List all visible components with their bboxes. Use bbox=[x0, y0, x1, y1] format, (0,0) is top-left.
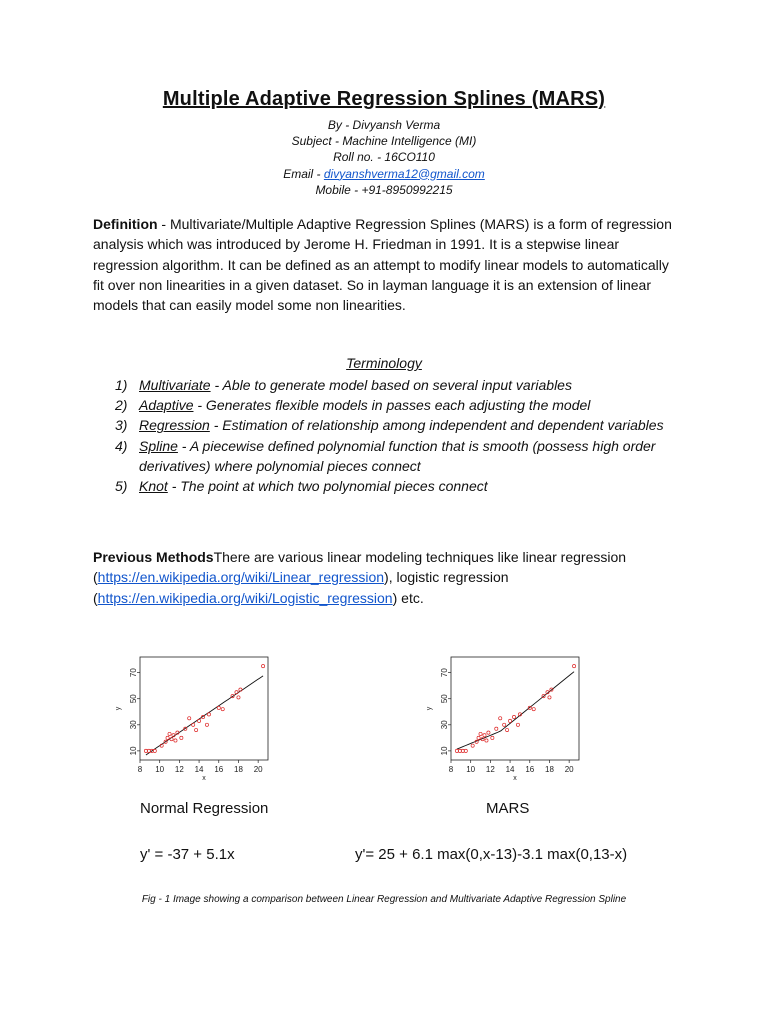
data-point bbox=[221, 708, 224, 711]
normal-regression-chart bbox=[112, 652, 272, 792]
x-tick-label: 8 bbox=[137, 765, 143, 774]
item-number: 2) bbox=[115, 397, 128, 414]
author-line: By - Divyansh Verma bbox=[327, 118, 441, 132]
y-tick-label: 10 bbox=[440, 746, 450, 756]
data-point bbox=[166, 736, 169, 739]
x-tick-label: 14 bbox=[194, 765, 204, 774]
y-axis-label: y bbox=[426, 706, 433, 711]
data-point bbox=[205, 723, 208, 726]
subject-line: Subject - Machine Intelligence (MI) bbox=[291, 134, 477, 149]
term-word: Knot bbox=[139, 478, 168, 495]
normal-regression-title: Normal Regression bbox=[140, 800, 269, 817]
linear-regression-link[interactable]: https://en.wikipedia.org/wiki/Linear_regression bbox=[97, 569, 385, 586]
list-item bbox=[115, 436, 695, 476]
figure-caption: Fig - 1 Image showing a comparison between Linear Regression and Multivariate Adaptive Regression Spline bbox=[141, 894, 627, 905]
data-point bbox=[479, 732, 482, 735]
data-point bbox=[192, 723, 195, 726]
data-point bbox=[168, 732, 171, 735]
email-label: Email - bbox=[283, 166, 324, 181]
data-point bbox=[471, 744, 474, 747]
data-point bbox=[499, 717, 502, 720]
fit-line bbox=[457, 672, 574, 749]
y-tick-label: 70 bbox=[129, 668, 139, 678]
x-tick-label: 16 bbox=[214, 765, 224, 774]
data-point bbox=[207, 713, 210, 716]
term-word: Multivariate bbox=[139, 377, 211, 393]
data-point bbox=[483, 734, 486, 737]
data-point bbox=[506, 728, 509, 731]
data-point bbox=[491, 736, 494, 739]
mars-equation: y'= 25 + 6.1 max(0,x-13)-3.1 max(0,13-x) bbox=[355, 846, 628, 863]
term-word: Spline bbox=[139, 437, 178, 454]
author-info bbox=[0, 117, 768, 198]
plot-frame bbox=[451, 657, 579, 760]
y-tick-label: 70 bbox=[440, 668, 450, 678]
data-point bbox=[495, 727, 498, 730]
previous-text-2: ), logistic regression ( bbox=[93, 569, 509, 606]
term-word: Adaptive bbox=[139, 397, 194, 414]
previous-text-3: ) etc. bbox=[392, 589, 424, 606]
definition-text: - Multivariate/Multiple Adaptive Regression Splines (MARS) is a form of regression analysis which was introduced by Jerome H. Friedman in 1991. It is a stepwise linear regression algorithm. It can be defined as an attempt to modify linear models to automatically fit over non linearities in a given dataset. So in layman language it is an extension of linear models that can easily model some non linearities. bbox=[93, 216, 672, 314]
term-desc: - Generates flexible models in passes each adjusting the model bbox=[193, 397, 591, 414]
x-tick-label: 16 bbox=[525, 765, 535, 774]
term-desc: - A piecewise defined polynomial function that is smooth (possess high order derivatives) where polynomial pieces connect bbox=[139, 437, 656, 474]
data-point bbox=[180, 736, 183, 739]
terminology-heading: Terminology bbox=[346, 355, 422, 371]
document-title: Multiple Adaptive Regression Splines (MARS) bbox=[162, 88, 606, 110]
previous-text-1: There are various linear modeling techniques like linear regression ( bbox=[93, 549, 627, 586]
y-tick-label: 30 bbox=[129, 720, 139, 730]
previous-methods-label: Previous Methods bbox=[93, 549, 214, 565]
list-item bbox=[115, 476, 695, 496]
data-point bbox=[487, 731, 490, 734]
data-point bbox=[508, 719, 511, 722]
definition-label: Definition bbox=[93, 216, 158, 232]
x-tick-label: 12 bbox=[174, 765, 184, 774]
data-point bbox=[195, 728, 198, 731]
roll-line: Roll no. - 16CO110 bbox=[333, 150, 435, 165]
list-item bbox=[115, 375, 695, 395]
normal-regression-equation: y' = -37 + 5.1x bbox=[140, 846, 235, 863]
data-point bbox=[188, 717, 191, 720]
terminology-list bbox=[115, 375, 695, 496]
mars-title: MARS bbox=[486, 800, 530, 817]
y-tick-label: 10 bbox=[129, 746, 139, 756]
logistic-regression-link[interactable]: https://en.wikipedia.org/wiki/Logistic_regression bbox=[97, 589, 393, 606]
x-tick-label: 10 bbox=[155, 765, 165, 774]
data-point bbox=[512, 715, 515, 718]
fit-line bbox=[146, 676, 263, 755]
data-point bbox=[197, 719, 200, 722]
data-point bbox=[477, 736, 480, 739]
data-point bbox=[548, 696, 551, 699]
x-tick-label: 20 bbox=[253, 765, 263, 774]
x-axis-label: x bbox=[202, 775, 206, 782]
x-tick-label: 18 bbox=[234, 765, 243, 774]
plot-frame bbox=[140, 657, 268, 760]
term-desc: - Estimation of relationship among independent and dependent variables bbox=[209, 417, 664, 434]
data-point bbox=[174, 739, 177, 742]
email-link[interactable]: divyanshverma12@gmail.com bbox=[323, 166, 485, 181]
x-tick-label: 10 bbox=[466, 765, 476, 774]
data-point bbox=[485, 739, 488, 742]
item-number: 5) bbox=[115, 478, 128, 495]
definition-paragraph bbox=[93, 214, 681, 315]
y-tick-label: 50 bbox=[440, 694, 450, 704]
item-number: 3) bbox=[115, 417, 128, 434]
data-point bbox=[503, 723, 506, 726]
data-point bbox=[572, 665, 575, 668]
x-tick-label: 8 bbox=[448, 765, 454, 774]
email-line bbox=[0, 166, 768, 182]
x-tick-label: 20 bbox=[564, 765, 574, 774]
x-tick-label: 12 bbox=[485, 765, 495, 774]
term-desc: - The point at which two polynomial pieces connect bbox=[167, 478, 488, 495]
mars-chart bbox=[423, 652, 583, 792]
term-desc: - Able to generate model based on several input variables bbox=[210, 377, 572, 393]
x-tick-label: 18 bbox=[545, 765, 554, 774]
y-tick-label: 30 bbox=[440, 720, 450, 730]
item-number: 4) bbox=[115, 437, 128, 454]
y-tick-label: 50 bbox=[129, 694, 139, 704]
data-point bbox=[261, 665, 264, 668]
y-axis-label: y bbox=[115, 706, 122, 711]
data-point bbox=[217, 706, 220, 709]
x-tick-label: 14 bbox=[505, 765, 515, 774]
previous-methods-paragraph bbox=[93, 547, 681, 608]
list-item bbox=[115, 395, 695, 415]
data-point bbox=[532, 708, 535, 711]
term-word: Regression bbox=[139, 417, 210, 434]
x-axis-label: x bbox=[513, 775, 517, 782]
data-point bbox=[516, 723, 519, 726]
mobile-line: Mobile - +91-8950992215 bbox=[315, 182, 453, 197]
list-item bbox=[115, 415, 695, 435]
item-number: 1) bbox=[115, 377, 128, 393]
data-point bbox=[237, 696, 240, 699]
